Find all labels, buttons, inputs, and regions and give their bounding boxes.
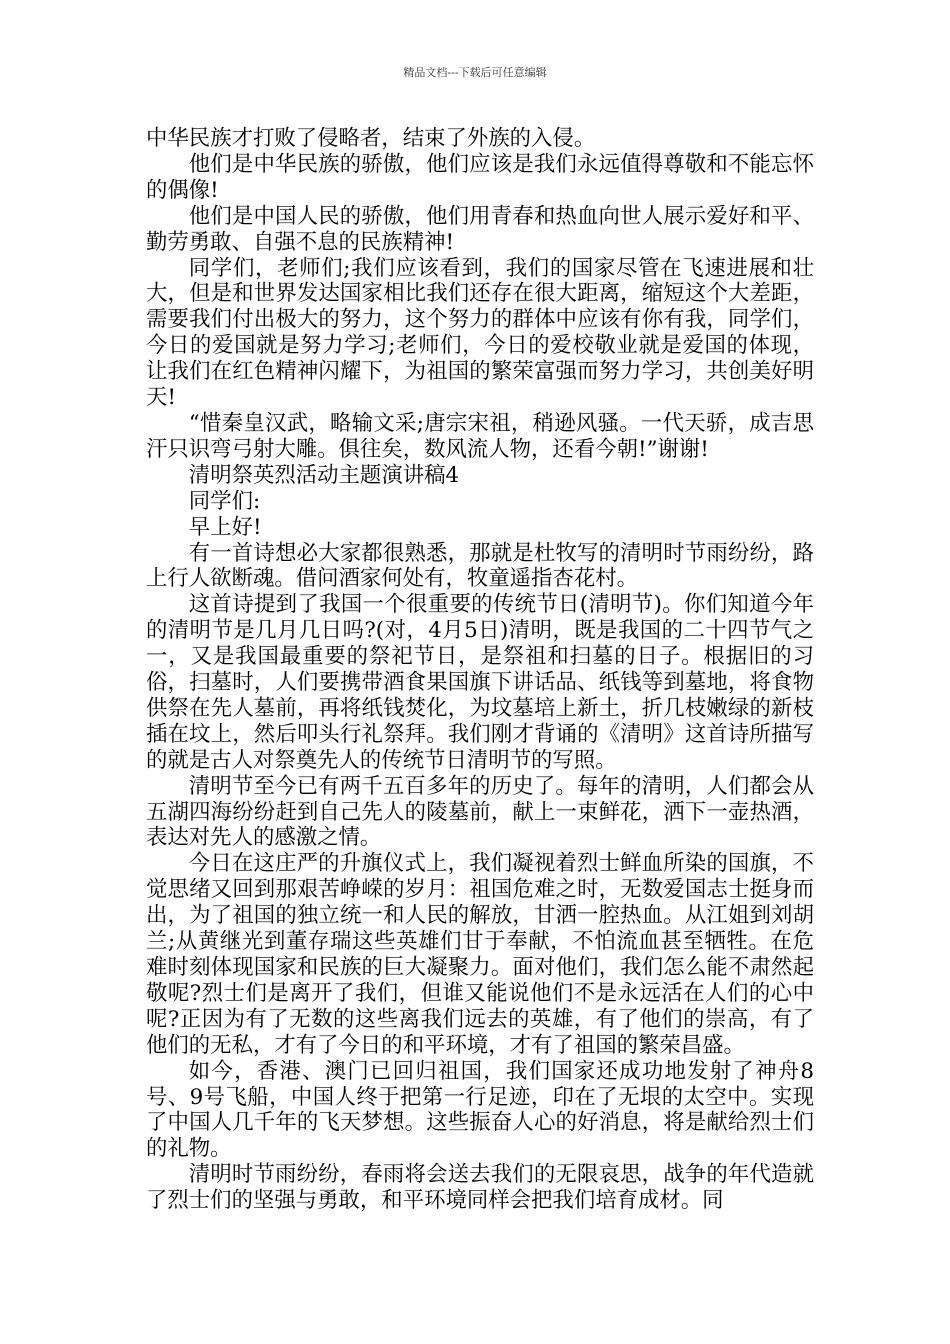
body-paragraph: 有一首诗想必大家都很熟悉，那就是杜牧写的清明时节雨纷纷，路上行人欲断魂。借问酒家何处有，牧童遥指杏花村。	[146, 540, 814, 592]
body-paragraph: 今日在这庄严的升旗仪式上，我们凝视着烈士鲜血所染的国旗，不觉思绪又回到那艰苦峥嵘的岁月：祖国危难之时，无数爱国志士挺身而出，为了祖国的独立统一和人民的解放，甘洒一腔热血。从江姐到刘胡兰;从黄继光到董存瑞这些英雄们甘于奉献，不怕流血甚至牺牲。在危难时刻体现国家和民族的巨大凝聚力。面对他们，我们怎么能不肃然起敬呢?烈士们是离开了我们，但谁又能说他们不是永远活在人们的心中呢?正因为有了无数的这些离我们远去的英雄，有了他们的崇高，有了他们的无私，才有了今日的和平环境，才有了祖国的繁荣昌盛。	[146, 851, 814, 1058]
body-paragraph: 清明时节雨纷纷，春雨将会送去我们的无限哀思，战争的年代造就了烈士们的坚强与勇敢，和平环境同样会把我们培育成材。同	[146, 1162, 814, 1214]
body-paragraph: 如今，香港、澳门已回归祖国，我们国家还成功地发射了神舟8号、9号飞船，中国人终于把第一行足迹，印在了无垠的太空中。实现了中国人几千年的飞天梦想。这些振奋人心的好消息，将是献给烈士们的礼物。	[146, 1058, 814, 1162]
body-paragraph: 同学们:	[188, 488, 261, 514]
body-paragraph: 同学们，老师们;我们应该看到，我们的国家尽管在飞速进展和壮大，但是和世界发达国家相比我们还存在很大距离，缩短这个大差距，需要我们付出极大的努力，这个努力的群体中应该有你有我，同学们，今日的爱国就是努力学习;老师们，今日的爱校敬业就是爱国的体现，让我们在红色精神闪耀下，为祖国的繁荣富强而努力学习，共创美好明天!	[146, 255, 814, 411]
body-paragraph: 早上好!	[188, 514, 262, 540]
body-paragraph: 他们是中国人民的骄傲，他们用青春和热血向世人展示爱好和平、勤劳勇敢、自强不息的民族精神!	[146, 203, 814, 255]
body-paragraph: “惜秦皇汉武，略输文采;唐宗宋祖，稍逊风骚。一代天骄，成吉思汗只识弯弓射大雕。俱往矣，数风流人物，还看今朝!”谢谢!	[146, 410, 814, 462]
body-paragraph: 中华民族才打败了侵略者，结束了外族的入侵。	[146, 126, 596, 151]
body-paragraph: 清明祭英烈活动主题演讲稿4	[188, 462, 460, 488]
body-paragraph: 清明节至今已有两千五百多年的历史了。每年的清明，人们都会从五湖四海纷纷赶到自己先人的陵墓前，献上一束鲜花，洒下一壶热酒，表达对先人的感激之情。	[146, 773, 814, 851]
body-paragraph: 他们是中华民族的骄傲，他们应该是我们永远值得尊敬和不能忘怀的偶像!	[146, 151, 814, 203]
document-body	[146, 126, 814, 1214]
body-paragraph: 这首诗提到了我国一个很重要的传统节日(清明节)。你们知道今年的清明节是几月几日吗?(对，4月5日)清明，既是我国的二十四节气之一，又是我国最重要的祭祀节日，是祭祖和扫墓的日子。根据旧的习俗，扫墓时，人们要携带酒食果国旗下讲话品、纸钱等到墓地，将食物供祭在先人墓前，再将纸钱焚化，为坟墓培上新土，折几枝嫩绿的新枝插在坟上，然后叩头行礼祭拜。我们刚才背诵的《清明》这首诗所描写的就是古人对祭奠先人的传统节日清明节的写照。	[146, 592, 814, 773]
page-header: 精品文档---下载后可任意编辑	[403, 66, 547, 79]
